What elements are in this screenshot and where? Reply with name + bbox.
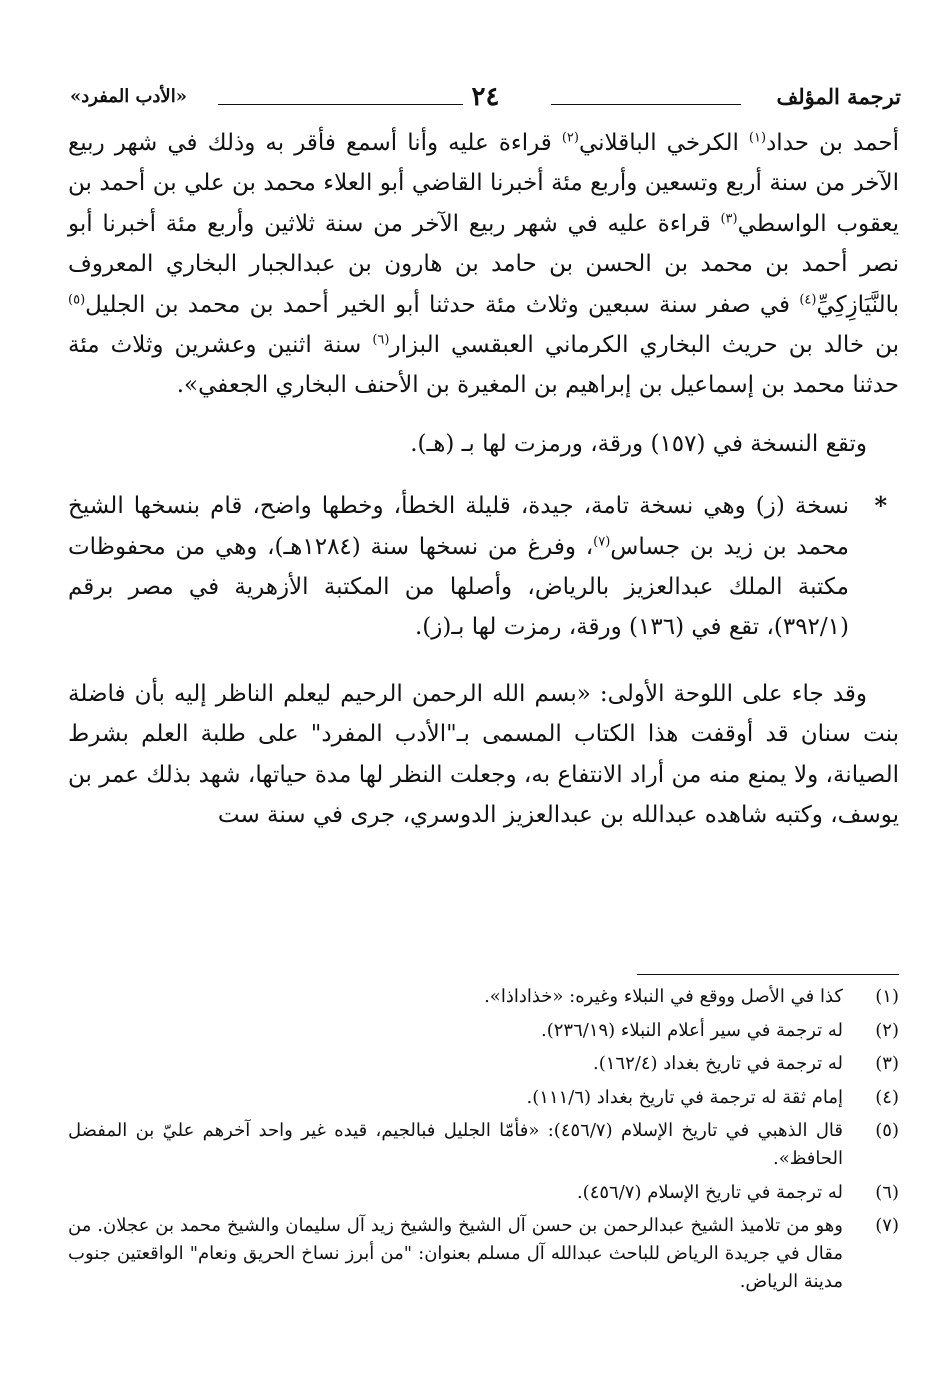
footnote (68, 983, 899, 1011)
section-title: ترجمة المؤلف (776, 84, 901, 109)
footnote-ref-1: (١) (748, 130, 767, 146)
footnote-text: له ترجمة في سير أعلام النبلاء (٢٣٦/١٩). (541, 1019, 843, 1041)
footnote-number: (٢) (875, 1019, 899, 1041)
footnote-text: قال الذهبي في تاريخ الإسلام (٤٥٦/٧): «فأمّا الجليل فبالجيم، قيده غير واحد آخرهم عليّ بن المفضل الحافظ». (68, 1120, 843, 1169)
footnote-text: له ترجمة في تاريخ بغداد (١٦٢/٤). (593, 1053, 843, 1074)
text-run: ، وفرغ من نسخها سنة (١٢٨٤هـ)، وهي من محفوظات مكتبة الملك عبدالعزيز بالرياض، وأصلها من المكتبة الأزهرية في مصر برقم (٣٩٢/١)، تقع في (١٣٦) ورقة، رمزت لها بـ(ز). (68, 533, 849, 641)
footnote (68, 1084, 899, 1112)
footnote-ref-3: (٣) (720, 211, 738, 227)
header-rule-right (551, 104, 741, 105)
paragraph-endowment: وقد جاء على اللوحة الأولى: «بسم الله الرحمن الرحيم ليعلم الناظر إليه بأن فاضلة بنت سنان قد أوقفت هذا الكتاب المسمى بـ"الأدب المفرد" على طلبة العلم بشرط الصيانة، ولا يمنع منه من أراد الانتفاع به، وجعلت النظر لها مدة حياتها، شهد بذلك عمر بن يوسف، وكتبه شاهده عبدالله بن عبدالعزيز الدوسري، جرى في سنة ست (68, 680, 899, 829)
book-title: «الأدب المفرد» (70, 86, 187, 107)
main-text (68, 123, 899, 836)
text-run: بن خالد بن حريث البخاري الكرماني العبقسي البزار (389, 332, 899, 359)
paragraph-manuscript-count: وتقع النسخة في (١٥٧) ورقة، ورمزت لها بـ (هـ). (410, 430, 867, 457)
footnote-number: (١) (875, 986, 899, 1007)
footnote-text: له ترجمة في تاريخ الإسلام (٤٥٦/٧). (576, 1181, 843, 1203)
footnote-ref-7: (٧) (593, 534, 611, 549)
text-run: الكرخي الباقلاني (578, 130, 749, 156)
footnote-ref-5: (٥) (68, 291, 86, 307)
footnote-number: (٥) (875, 1120, 899, 1141)
footnote-number: (٣) (875, 1053, 899, 1074)
footnote-text: وهو من تلاميذ الشيخ عبدالرحمن بن حسن آل الشيخ والشيخ زيد آل سليمان والشيخ محمد بن عجلان. من مقال في جريدة الرياض للباحث عبدالله آل مسلم بعنوان: "من أبرز نساخ الحريق ونعام" الواقعتين جنوب مدينة الرياض. (68, 1215, 843, 1292)
footnote-ref-4: (٤) (799, 291, 817, 307)
paragraph-manuscript-z (68, 486, 899, 648)
text-run: نسخة (ز) وهي نسخة تامة، جيدة، قليلة الخطأ، وخطها واضح، قام بنسخها الشيخ محمد بن زيد بن جساس (68, 493, 849, 560)
paragraph-isnad (68, 123, 899, 406)
text-run: سنة اثنين وعشرين وثلاث مئة حدثنا محمد بن إسماعيل بن إبراهيم بن المغيرة بن الأحنف البخاري الجعفي». (68, 332, 899, 399)
footnote-number: (٤) (875, 1086, 899, 1108)
footnote-divider (637, 974, 899, 975)
footnote (68, 1117, 899, 1173)
footnote (68, 1017, 899, 1045)
footnote-number: (٦) (875, 1181, 899, 1203)
text-run: في صفر سنة سبعين وثلاث مئة حدثنا أبو الخير أحمد بن محمد بن الجليل (85, 291, 800, 318)
footnotes (68, 983, 899, 1302)
footnote (68, 1212, 899, 1296)
footnote-text: إمام ثقة له ترجمة في تاريخ بغداد (١١١/٦). (526, 1086, 843, 1108)
text-run: قراءة عليه وأنا أسمع فأقر به وذلك في شهر ربيع الآخر من سنة أربع وتسعين وأربع مئة أخبرنا القاضي أبو العلاء محمد بن علي بن أحمد بن يعقوب الواسطي (68, 130, 899, 237)
footnote-number: (٧) (875, 1215, 899, 1236)
footnote (68, 1179, 899, 1207)
footnote-ref-6: (٦) (372, 332, 390, 348)
page-number: ٢٤ (471, 82, 500, 112)
running-header (70, 78, 901, 118)
text-run: قراءة عليه في شهر ربيع الآخر من سنة ثلاثين وأربع مئة أخبرنا أبو نصر أحمد بن محمد بن الحسن بن حامد بن هارون بن عبدالجبار البخاري المعروف بالنَّيَازِكِيِّ (68, 210, 899, 318)
text-run: أحمد بن حداد (766, 130, 899, 156)
footnote-text: كذا في الأصل ووقع في النبلاء وغيره: «خذاداذا». (484, 986, 843, 1007)
footnote-ref-2: (٢) (561, 130, 579, 146)
bullet-asterisk: * (874, 491, 887, 521)
footnote (68, 1050, 899, 1078)
header-rule-left (218, 104, 463, 105)
